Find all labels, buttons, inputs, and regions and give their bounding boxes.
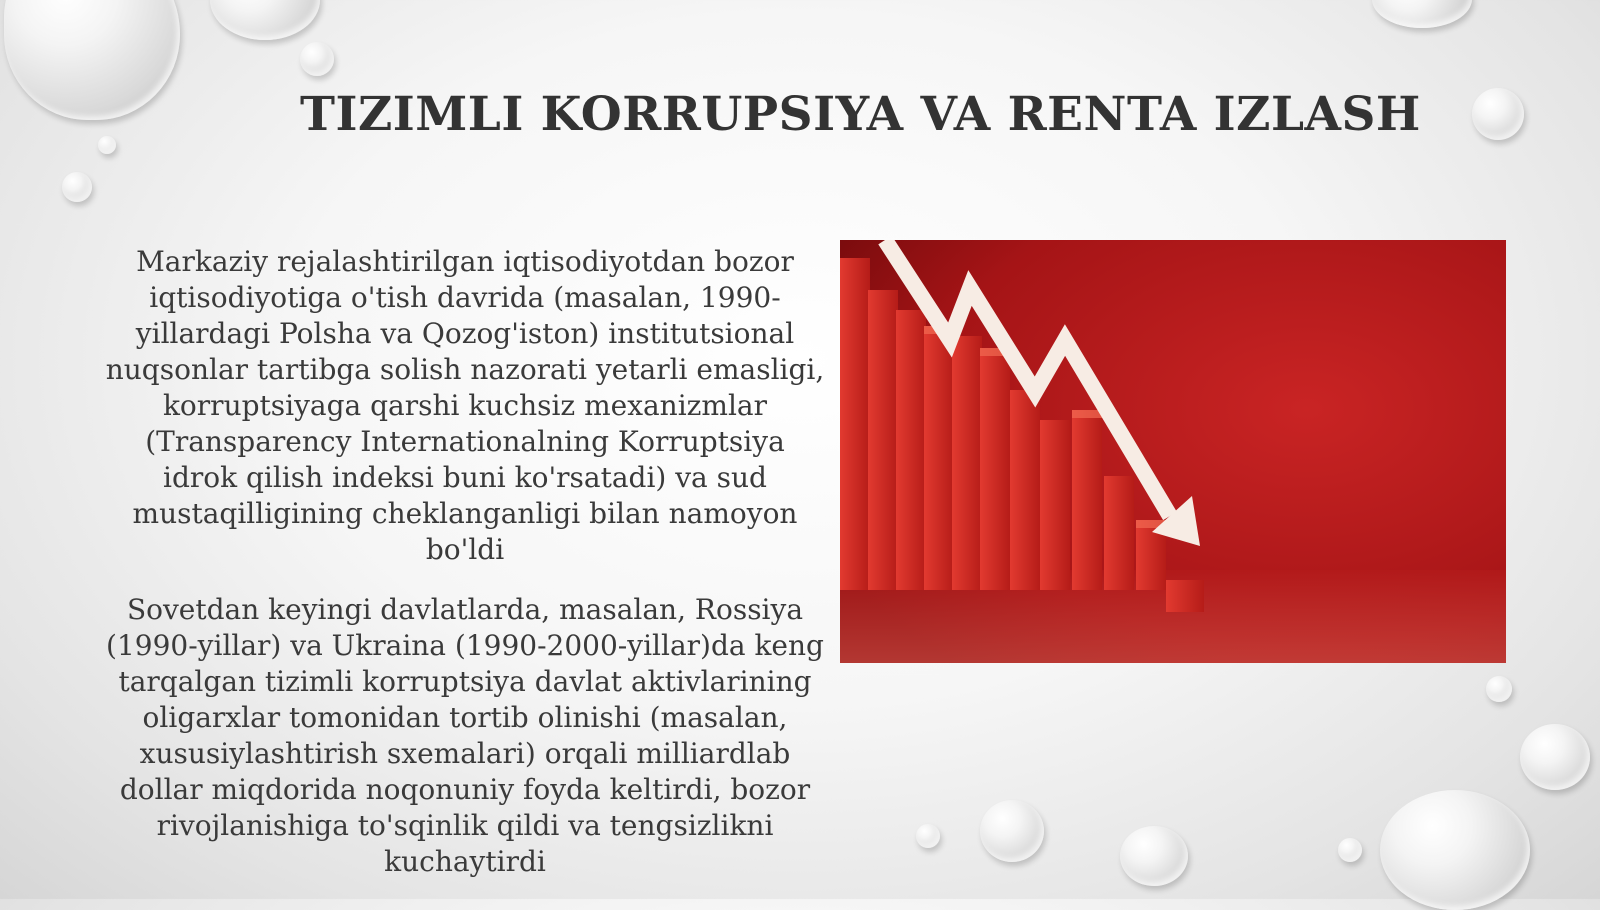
water-drop-decoration	[300, 42, 334, 76]
slide-title: TIZIMLI KORRUPSIYA VA RENTA IZLASH	[300, 87, 1421, 143]
water-drop-decoration	[1120, 826, 1188, 886]
declining-bar-chart-with-arrow-icon	[840, 240, 1506, 663]
water-drop-decoration	[210, 0, 320, 40]
water-drop-decoration	[1520, 724, 1590, 790]
water-drop-decoration	[980, 800, 1044, 862]
water-drop-decoration	[916, 824, 940, 848]
water-drop-decoration	[62, 172, 92, 202]
water-drop-decoration	[1472, 88, 1524, 140]
slide-body	[105, 244, 825, 904]
water-drop-decoration	[1380, 790, 1530, 910]
water-drop-decoration	[1372, 0, 1472, 28]
paragraph-transition-economies: Markaziy rejalashtirilgan iqtisodiyotdan bozor iqtisodiyotiga o'tish davrida (masalan, 1990-yillardagi Polsha va Qozog'iston) institutsional nuqsonlar tartibga solish nazorati yetarli emasligi, korruptsiyaga qarshi kuchsiz mexanizmlar (Transparency Internationalning Korruptsiya idrok qilish indeksi buni ko'rsatadi) va sud mustaqilligining cheklanganligi bilan namoyon bo'ldi	[105, 245, 825, 566]
water-drop-decoration	[1338, 838, 1362, 862]
declining-chart-image	[840, 240, 1506, 663]
water-drop-decoration	[1486, 676, 1512, 702]
paragraph-post-soviet-corruption: Sovetdan keyingi davlatlarda, masalan, Rossiya (1990-yillar) va Ukraina (1990-2000-yillar)da keng tarqalgan tizimli korruptsiya davlat aktivlarining oligarxlar tomonidan tortib olinishi (masalan, xususiylashtirish sxemalari) orqali milliardlab dollar miqdorida noqonuniy foyda keltirdi, bozor rivojlanishiga to'sqinlik qildi va tengsizlikni kuchaytirdi	[106, 593, 824, 878]
water-drop-decoration	[98, 136, 116, 154]
water-drop-decoration	[4, 0, 180, 120]
